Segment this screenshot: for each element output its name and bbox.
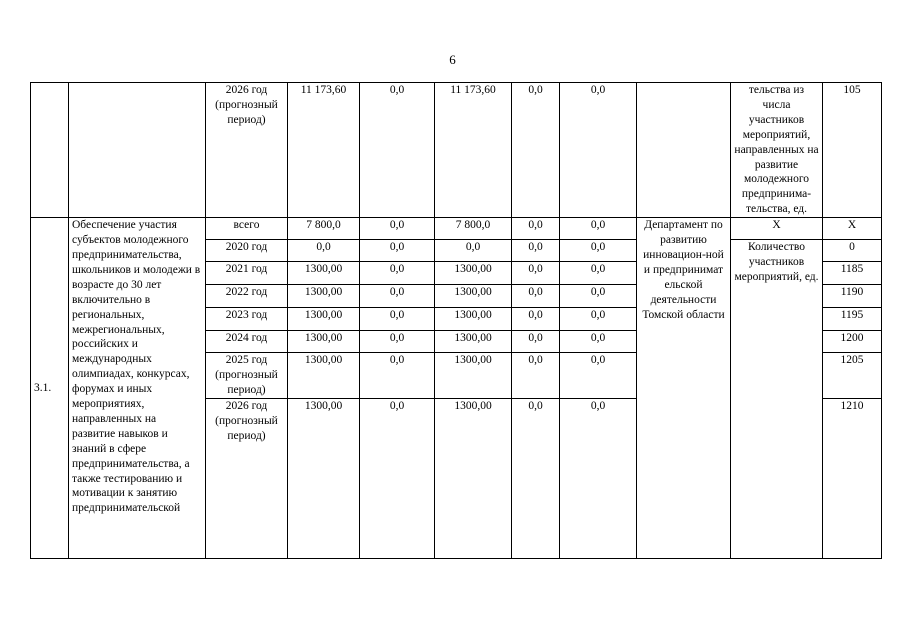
cell-regional: 0,0 (435, 240, 512, 262)
cell-regional: 1300,00 (435, 398, 512, 558)
cell-period: 2023 год (206, 308, 288, 331)
cell-regional: 1300,00 (435, 262, 512, 285)
cell-name (69, 83, 206, 218)
cell-period: 2022 год (206, 285, 288, 308)
cell-total: 1300,00 (288, 262, 360, 285)
cell-period: 2025 год (прогнозный период) (206, 353, 288, 399)
cell-period: 2024 год (206, 331, 288, 353)
cell-local: 0,0 (512, 308, 560, 331)
cell-indicator-value: X (823, 218, 882, 240)
cell-local: 0,0 (512, 218, 560, 240)
cell-total: 1300,00 (288, 285, 360, 308)
cell-indicator: X (731, 218, 823, 240)
cell-local: 0,0 (512, 83, 560, 218)
cell-total: 7 800,0 (288, 218, 360, 240)
cell-federal: 0,0 (360, 218, 435, 240)
cell-federal: 0,0 (360, 353, 435, 399)
cell-indicator-value: 1185 (823, 262, 882, 285)
cell-period: 2026 год (прогнозный период) (206, 83, 288, 218)
cell-federal: 0,0 (360, 285, 435, 308)
cell-indicator-name: Количество участников мероприятий, ед. (731, 240, 823, 559)
cell-regional: 1300,00 (435, 353, 512, 399)
cell-other: 0,0 (560, 285, 637, 308)
cell-local: 0,0 (512, 240, 560, 262)
row-number: 3.1. (31, 218, 69, 559)
cell-local: 0,0 (512, 398, 560, 558)
cell-total: 1300,00 (288, 398, 360, 558)
cell-federal: 0,0 (360, 398, 435, 558)
cell-period: 2026 год (прогнозный период) (206, 398, 288, 558)
cell-other: 0,0 (560, 308, 637, 331)
table-row (31, 218, 882, 240)
cell-federal: 0,0 (360, 83, 435, 218)
cell-other: 0,0 (560, 353, 637, 399)
cell-indicator-value: 0 (823, 240, 882, 262)
row-name: Обеспечение участия субъектов молодежного предпринимательства, школьников и молодежи в возрасте до 30 лет включительно в региональных, межрегиональных, российских и международных олимпиадах, конкурсах, форумах и иных мероприятиях, направленных на развитие навыков и знаний в сфере предпринимательства, а также тестированию и мотивации к занятию предпринимательской (69, 218, 206, 559)
cell-period: 2021 год (206, 262, 288, 285)
cell-other: 0,0 (560, 83, 637, 218)
cell-indicator-value: 105 (823, 83, 882, 218)
cell-total: 1300,00 (288, 353, 360, 399)
cell-other: 0,0 (560, 240, 637, 262)
cell-other: 0,0 (560, 331, 637, 353)
cell-indicator-value: 1200 (823, 331, 882, 353)
cell-regional: 7 800,0 (435, 218, 512, 240)
cell-indicator-value: 1205 (823, 353, 882, 399)
cell-regional: 1300,00 (435, 308, 512, 331)
cell-local: 0,0 (512, 353, 560, 399)
cell-regional: 1300,00 (435, 331, 512, 353)
cell-federal: 0,0 (360, 331, 435, 353)
cell-period: 2020 год (206, 240, 288, 262)
cell-period: всего (206, 218, 288, 240)
cell-number (31, 83, 69, 218)
cell-indicator: тельства из числа участников мероприятий, направленных на развитие молодежного предпринима-тельства, ед. (731, 83, 823, 218)
cell-indicator-value: 1190 (823, 285, 882, 308)
cell-total: 1300,00 (288, 308, 360, 331)
cell-other: 0,0 (560, 218, 637, 240)
cell-federal: 0,0 (360, 262, 435, 285)
page-number: 6 (449, 52, 456, 67)
cell-executor (637, 83, 731, 218)
cell-regional: 1300,00 (435, 285, 512, 308)
cell-federal: 0,0 (360, 240, 435, 262)
table-row (31, 83, 882, 218)
cell-indicator-value: 1195 (823, 308, 882, 331)
cell-other: 0,0 (560, 398, 637, 558)
cell-local: 0,0 (512, 331, 560, 353)
cell-total: 11 173,60 (288, 83, 360, 218)
cell-total: 0,0 (288, 240, 360, 262)
cell-executor: Департамент по развитию инновацион-ной и предпринимат ельской деятельности Томской области (637, 218, 731, 559)
cell-regional: 11 173,60 (435, 83, 512, 218)
cell-total: 1300,00 (288, 331, 360, 353)
program-table (30, 82, 882, 559)
cell-indicator-value: 1210 (823, 398, 882, 558)
cell-federal: 0,0 (360, 308, 435, 331)
cell-other: 0,0 (560, 262, 637, 285)
cell-local: 0,0 (512, 262, 560, 285)
cell-local: 0,0 (512, 285, 560, 308)
